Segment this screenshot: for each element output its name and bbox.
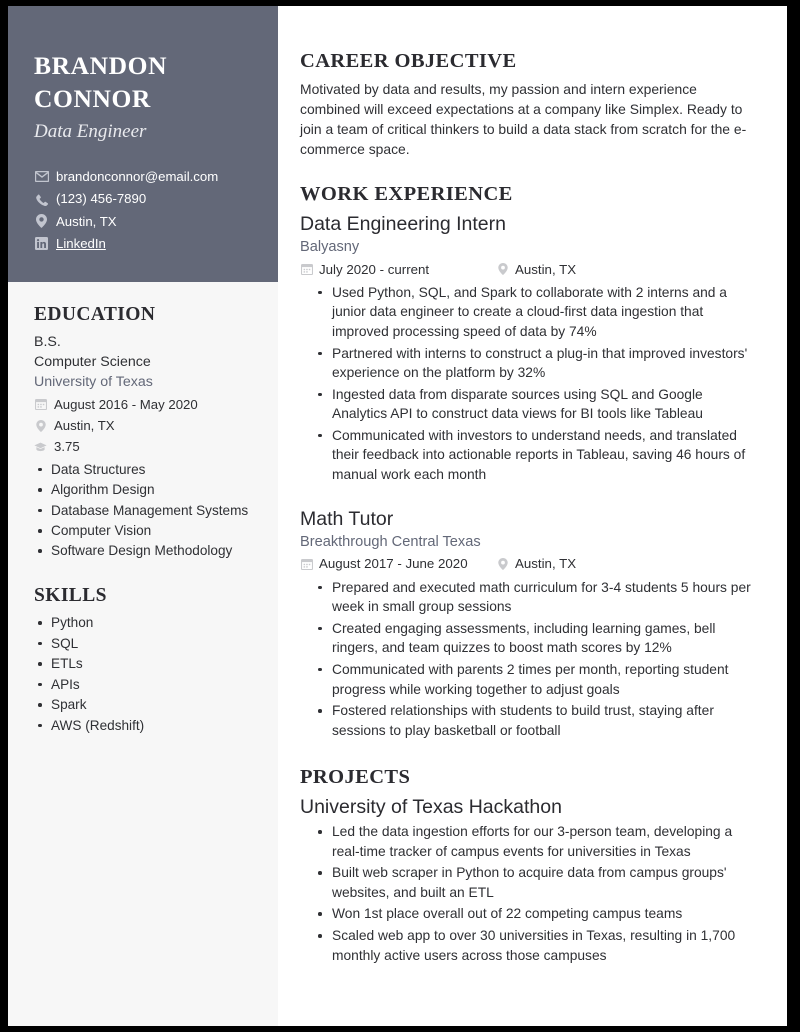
education-location xyxy=(34,415,252,436)
contact-email[interactable] xyxy=(34,166,252,187)
career-objective-heading: CAREER OBJECTIVE xyxy=(300,50,517,72)
education-section xyxy=(34,304,252,561)
envelope-icon xyxy=(34,171,49,182)
list-item: Ingested data from disparate sources using SQL and Google Analytics API to construct data views for BI tools like Tableau xyxy=(314,385,757,424)
list-item: Built web scraper in Python to acquire data from campus groups' websites, and built an ETL xyxy=(314,863,757,902)
list-item: Used Python, SQL, and Spark to collaborate with 2 interns and a junior data engineer to create a cloud-first data ingestion that improved processing speed of data by 74% xyxy=(314,283,757,342)
sidebar-body xyxy=(8,282,278,735)
contact-phone-text: (123) 456-7890 xyxy=(56,191,147,207)
education-dates-text: August 2016 - May 2020 xyxy=(54,396,198,412)
job-role-title: Data Engineering Intern xyxy=(300,212,506,235)
list-item: Created engaging assessments, including learning games, bell ringers, and team quizzes to boost math scores by 12% xyxy=(314,619,757,658)
list-item: Spark xyxy=(34,695,252,714)
project-entry xyxy=(300,795,757,965)
employer-name: Breakthrough Central Texas xyxy=(300,533,481,550)
location-pin-icon xyxy=(496,558,509,570)
resume-page xyxy=(8,6,787,1026)
list-item: ETLs xyxy=(34,654,252,673)
skills-list xyxy=(34,613,252,735)
sidebar-header xyxy=(8,6,278,282)
projects-section xyxy=(300,766,757,965)
contact-location-text: Austin, TX xyxy=(56,213,117,229)
career-objective-section xyxy=(300,50,757,159)
location-pin-icon xyxy=(34,214,49,228)
location-pin-icon xyxy=(34,420,47,432)
list-item: Led the data ingestion efforts for our 3-person team, developing a real-time tracker of campus events for universities in Texas xyxy=(314,822,757,861)
page-title xyxy=(34,50,252,115)
education-degree: B.S. xyxy=(34,333,61,350)
coursework-list xyxy=(34,460,252,561)
list-item: Python xyxy=(34,613,252,632)
sidebar xyxy=(8,6,278,1026)
location-pin-icon xyxy=(496,263,509,275)
list-item: Computer Vision xyxy=(34,521,252,540)
work-experience-section xyxy=(300,183,757,740)
work-dates xyxy=(300,259,496,280)
skills-heading: SKILLS xyxy=(34,584,107,606)
first-name: BRANDON xyxy=(34,51,168,80)
work-dates-text: August 2017 - June 2020 xyxy=(319,556,468,572)
education-dates xyxy=(34,394,252,415)
phone-icon xyxy=(34,193,49,206)
contact-phone[interactable] xyxy=(34,188,252,209)
education-gpa xyxy=(34,436,252,457)
list-item: Prepared and executed math curriculum for 3-4 students 5 hours per week in small group sessions xyxy=(314,578,757,617)
education-location-text: Austin, TX xyxy=(54,417,115,433)
list-item: Won 1st place overall out of 22 competing campus teams xyxy=(314,904,757,924)
work-entry xyxy=(300,507,757,741)
contact-list xyxy=(34,166,252,255)
list-item: Data Structures xyxy=(34,460,252,479)
list-item: Database Management Systems xyxy=(34,501,252,520)
work-experience-heading: WORK EXPERIENCE xyxy=(300,183,513,206)
contact-linkedin[interactable] xyxy=(34,233,252,254)
job-role-title: Math Tutor xyxy=(300,507,394,530)
career-objective-text: Motivated by data and results, my passion and intern experience combined will exceed expectations at a company like Simplex. Ready to join a team of critical thinkers to build a data stack from scratch for the e-commerce space. xyxy=(300,80,747,158)
work-location xyxy=(496,553,576,574)
list-item: Communicated with parents 2 times per month, reporting student progress while working together to adjust goals xyxy=(314,660,757,699)
contact-linkedin-text[interactable]: LinkedIn xyxy=(56,236,106,252)
list-item: Scaled web app to over 30 universities in Texas, resulting in 1,700 monthly active users across those campuses xyxy=(314,926,757,965)
project-bullet-list xyxy=(300,822,757,965)
contact-email-text: brandonconnor@email.com xyxy=(56,169,219,185)
work-location xyxy=(496,259,576,280)
last-name: CONNOR xyxy=(34,83,151,113)
work-entry-meta xyxy=(300,553,757,574)
list-item: Fostered relationships with students to build trust, staying after sessions to play basketball or football xyxy=(314,701,757,740)
list-item: AWS (Redshift) xyxy=(34,716,252,735)
work-dates xyxy=(300,553,496,574)
work-location-text: Austin, TX xyxy=(515,261,577,277)
list-item: Partnered with interns to construct a plug-in that improved investors' experience on the platform by 32% xyxy=(314,344,757,383)
work-bullet-list xyxy=(300,578,757,741)
list-item: Software Design Methodology xyxy=(34,541,252,560)
calendar-icon xyxy=(300,558,313,570)
work-location-text: Austin, TX xyxy=(515,556,577,572)
work-bullet-list xyxy=(300,283,757,485)
skills-section xyxy=(34,585,252,735)
education-major: Computer Science xyxy=(34,354,151,371)
employer-name: Balyasny xyxy=(300,239,360,256)
linkedin-icon xyxy=(34,237,49,250)
calendar-icon xyxy=(34,398,47,410)
main-content xyxy=(278,6,787,1026)
work-entry-meta xyxy=(300,259,757,280)
project-title: University of Texas Hackathon xyxy=(300,795,562,818)
contact-location xyxy=(34,211,252,232)
education-school: University of Texas xyxy=(34,374,153,391)
calendar-icon xyxy=(300,263,313,275)
list-item: APIs xyxy=(34,675,252,694)
work-entry xyxy=(300,212,757,485)
graduation-cap-icon xyxy=(34,442,47,452)
job-title: Data Engineer xyxy=(34,121,147,143)
education-heading: EDUCATION xyxy=(34,303,156,325)
education-gpa-text: 3.75 xyxy=(54,439,80,455)
list-item: Communicated with investors to understand needs, and translated their feedback into actionable reports in Tableau, saving 46 hours of manual work each month xyxy=(314,426,757,485)
list-item: SQL xyxy=(34,634,252,653)
work-dates-text: July 2020 - current xyxy=(319,261,430,277)
list-item: Algorithm Design xyxy=(34,480,252,499)
projects-heading: PROJECTS xyxy=(300,766,411,789)
